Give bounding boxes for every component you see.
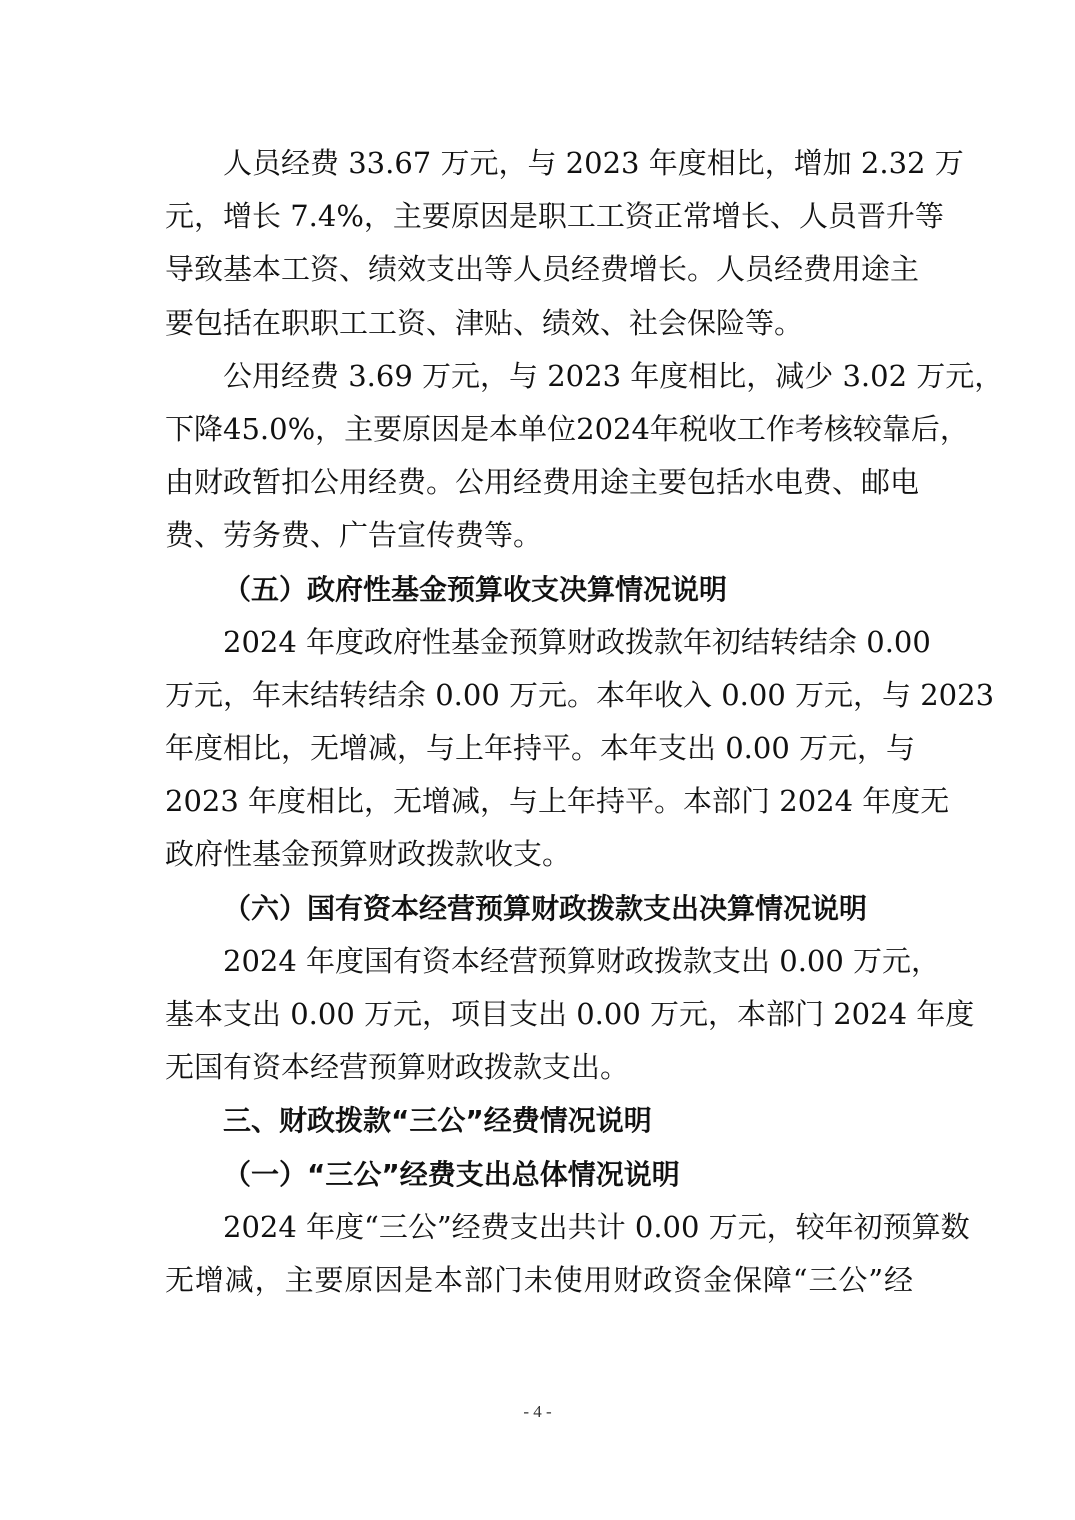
text-line: 2024 年度国有资本经营预算财政拨款支出 0.00 万元， (223, 943, 941, 978)
text-line: 年度相比，无增减，与上年持平。本年支出 0.00 万元，与 (165, 731, 916, 766)
text-line: 基本支出 0.00 万元，项目支出 0.00 万元，本部门 2024 年度 (165, 997, 975, 1031)
text-line: 由财政暂扣公用经费。公用经费用途主要包括水电费、邮电 (165, 465, 920, 500)
text-line: 政府性基金预算财政拨款收支。 (165, 837, 572, 872)
text-line: 2024 年度政府性基金预算财政拨款年初结转结余 0.00 (223, 624, 931, 659)
text-line: 元，增长 7.4%，主要原因是职工工资正常增长、人员晋升等 (165, 199, 944, 234)
document-body (165, 137, 1004, 1307)
text-line: 无增减，主要原因是本部门未使用财政资金保障“三公”经 (165, 1262, 913, 1297)
text-line: 下降45.0%，主要原因是本单位2024年税收工作考核较靠后， (165, 411, 969, 446)
text-line: 人员经费 33.67 万元，与 2023 年度相比，增加 2.32 万 (223, 146, 964, 180)
text-line: 2024 年度“三公”经费支出共计 0.00 万元，较年初预算数 (223, 1209, 970, 1244)
text-line: 费、劳务费、广告宣传费等。 (165, 518, 543, 553)
text-line: 公用经费 3.69 万元，与 2023 年度相比，减少 3.02 万元， (223, 358, 1004, 393)
section-heading: （一）“三公”经费支出总体情况说明 (223, 1157, 680, 1191)
text-line: 无国有资本经营预算财政拨款支出。 (165, 1050, 630, 1085)
text-line: 要包括在职职工工资、津贴、绩效、社会保险等。 (165, 305, 804, 340)
section-heading: 三、财政拨款“三公”经费情况说明 (223, 1104, 652, 1138)
page-number: - 4 - (523, 1402, 552, 1421)
text-line: 2023 年度相比，无增减，与上年持平。本部门 2024 年度无 (165, 784, 950, 819)
text-line: 万元，年末结转结余 0.00 万元。本年收入 0.00 万元，与 2023 (165, 677, 995, 712)
section-heading: （五）政府性基金预算收支决算情况说明 (223, 572, 728, 606)
text-line: 导致基本工资、绩效支出等人员经费增长。人员经费用途主 (165, 252, 920, 287)
section-heading: （六）国有资本经营预算财政拨款支出决算情况说明 (223, 891, 868, 925)
